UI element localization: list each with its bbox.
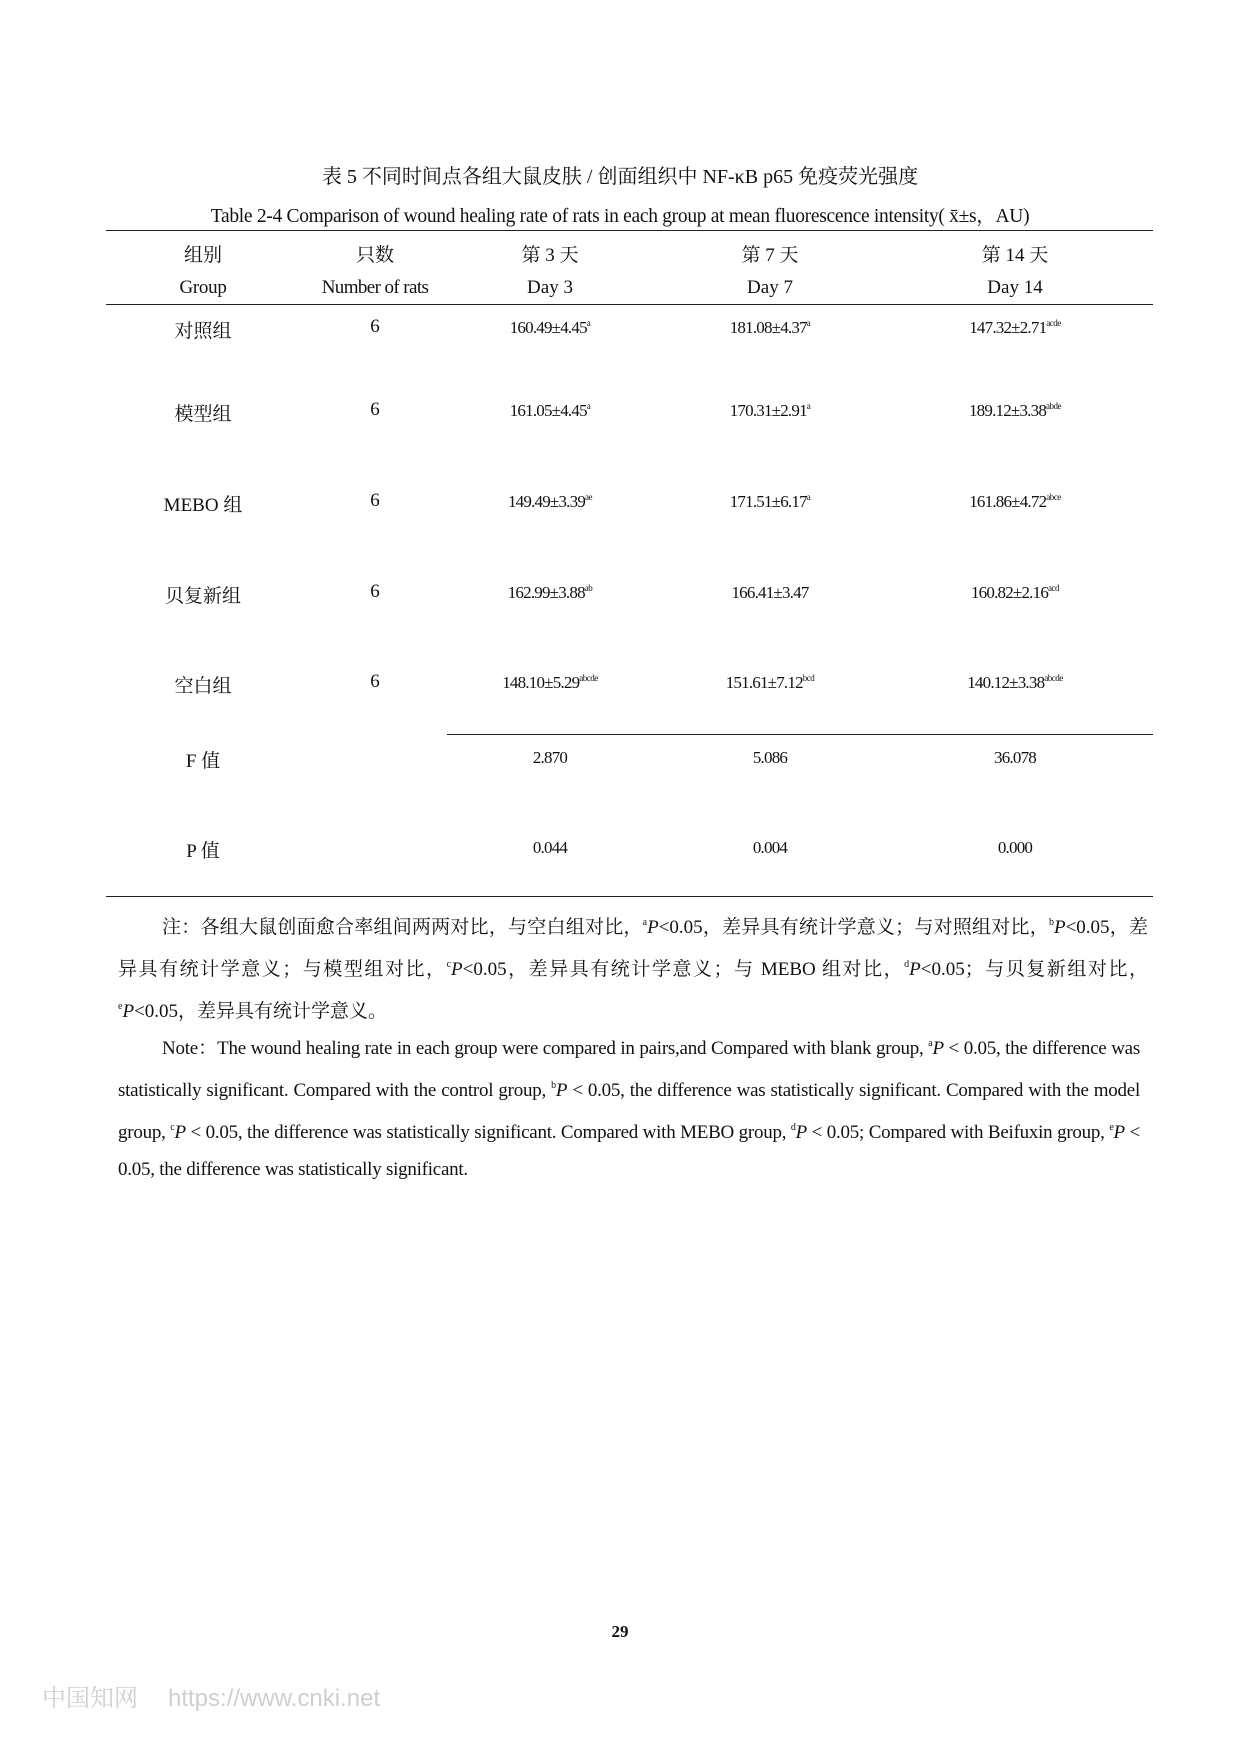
- row-day7: [680, 492, 860, 512]
- header-day7-cn: 第 7 天: [741, 245, 799, 266]
- row-day3: [460, 401, 640, 421]
- row-n: 6: [370, 581, 380, 602]
- row-day14: [925, 673, 1105, 693]
- row-group: 对照组: [174, 321, 232, 342]
- note-en-text: < 0.05, the difference was statistically significant. Compared with MEBO group,: [185, 1122, 791, 1143]
- note-en-p: P: [1113, 1122, 1125, 1143]
- row-day14-sup: acde: [1046, 318, 1061, 328]
- row-day14-value: 160.82±2.16: [970, 583, 1049, 602]
- row-day3-value: 149.49±3.39: [507, 492, 586, 511]
- row-day7-value: 170.31±2.91: [729, 401, 807, 420]
- row-day7-sup: a: [806, 401, 811, 411]
- note-en-text: < 0.05, the difference was statistically significant. Compared with the model group,: [118, 1080, 1140, 1143]
- watermark-brand: 中国知网: [42, 1685, 138, 1712]
- note-cn-sup: c: [446, 959, 452, 970]
- note-cn-p: P: [122, 1001, 135, 1022]
- row-day3-sup: a: [586, 401, 591, 411]
- row-group: 模型组: [174, 404, 232, 425]
- row-day7: [680, 583, 860, 603]
- note-cn-p: P: [451, 959, 463, 980]
- table-title-en: Table 2-4 Comparison of wound healing rate of rats in each group at mean fluorescence intensity( x̄±s，AU): [210, 206, 1030, 227]
- row-n: 6: [370, 490, 380, 511]
- note-en-sup: c: [170, 1122, 175, 1133]
- row-day3-value: 162.99±3.88: [507, 583, 585, 602]
- note-cn-sup: d: [904, 959, 910, 970]
- note-cn-text: 注：各组大鼠创面愈合率组间两两对比，与空白组对比，: [162, 917, 643, 938]
- header-group-en: Group: [179, 277, 227, 298]
- row-n: 6: [370, 671, 380, 692]
- row-day14-sup: abce: [1046, 492, 1061, 502]
- f-value-day3: 2.870: [532, 748, 568, 767]
- note-cn-p: P: [1053, 917, 1066, 938]
- note-cn-sup: b: [1048, 917, 1054, 928]
- stats-separator-rule: [447, 734, 1153, 735]
- header-day7-en: Day 7: [747, 277, 793, 298]
- row-day14-sup: abcde: [1044, 673, 1063, 683]
- p-value-day14: 0.000: [997, 838, 1033, 857]
- row-day7-value: 151.61±7.12: [725, 673, 803, 692]
- row-day7-sup: bcd: [802, 673, 815, 683]
- p-value-day7: 0.004: [752, 838, 788, 857]
- header-n-en: Number of rats: [321, 277, 429, 298]
- row-day7-sup: a: [806, 492, 811, 502]
- row-day14-sup: acd: [1048, 583, 1060, 593]
- note-cn-text: <0.05，差异具有统计学意义；与对照组对比，: [658, 917, 1049, 938]
- note-cn-text: <0.05，差异具有统计学意义；与 MEBO 组对比，: [462, 959, 905, 980]
- row-day3-value: 160.49±4.45: [509, 318, 587, 337]
- row-day14-value: 161.86±4.72: [969, 492, 1047, 511]
- row-day3: [460, 492, 640, 512]
- row-day7-value: 171.51±6.17: [729, 492, 807, 511]
- row-day7-value: 181.08±4.37: [729, 318, 807, 337]
- note-en-p: P: [174, 1122, 186, 1143]
- row-n: 6: [370, 399, 380, 420]
- note-cn-sup: e: [118, 1001, 123, 1012]
- note-cn-sup: a: [642, 917, 648, 928]
- note-en-p: P: [555, 1080, 568, 1101]
- row-day3-value: 148.10±5.29: [502, 673, 580, 692]
- note-en-p: P: [795, 1122, 807, 1143]
- note-cn-text: <0.05；与贝复新组对比，: [920, 959, 1148, 980]
- note-en-text: Note：The wound healing rate in each group were compared in pairs,and Compared with blank group,: [162, 1038, 929, 1059]
- row-day14-sup: abde: [1046, 401, 1062, 411]
- p-value-day3: 0.044: [532, 838, 568, 857]
- row-group: 贝复新组: [164, 586, 241, 607]
- row-day3-sup: abcde: [579, 673, 598, 683]
- f-value-day7: 5.086: [752, 748, 788, 767]
- row-n: 6: [370, 316, 380, 337]
- note-en-text: < 0.05; Compared with Beifuxin group,: [807, 1122, 1110, 1143]
- note-en-p: P: [932, 1038, 944, 1059]
- watermark-url: https://www.cnki.net: [168, 1685, 381, 1712]
- table-header-rule: [106, 304, 1153, 305]
- row-day7-value: 166.41±3.47: [731, 583, 809, 602]
- row-day7-sup: a: [806, 318, 811, 328]
- row-day14-value: 140.12±3.38: [967, 673, 1045, 692]
- f-value-label: F 值: [185, 751, 221, 772]
- header-day3-en: Day 3: [527, 277, 573, 298]
- header-day14-cn: 第 14 天: [981, 245, 1049, 266]
- page-number: 29: [611, 1622, 629, 1641]
- f-value-day14: 36.078: [994, 748, 1036, 767]
- header-day14-en: Day 14: [987, 277, 1043, 298]
- note-en-sup: d: [790, 1122, 796, 1133]
- header-n-cn: 只数: [355, 245, 394, 266]
- note-en-text: < 0.05, the difference was statistically significant. Compared with the control group,: [118, 1038, 1140, 1101]
- table-bottom-rule: [106, 896, 1153, 897]
- table-top-rule: [106, 230, 1153, 231]
- p-value-label: P 值: [186, 841, 220, 862]
- note-cn: [118, 904, 1148, 1030]
- row-day14: [925, 492, 1105, 512]
- row-day14: [925, 318, 1105, 338]
- row-day3-value: 161.05±4.45: [509, 401, 587, 420]
- row-day14-value: 189.12±3.38: [968, 401, 1047, 420]
- header-day3-cn: 第 3 天: [521, 245, 579, 266]
- note-cn-p: P: [647, 917, 659, 938]
- row-day14: [925, 583, 1105, 603]
- header-group-cn: 组别: [183, 245, 222, 266]
- row-day7: [680, 673, 860, 693]
- watermark: [42, 1678, 380, 1713]
- row-group: 空白组: [174, 676, 232, 697]
- row-day14-value: 147.32±2.71: [969, 318, 1047, 337]
- row-day7: [680, 401, 860, 421]
- note-cn-text: <0.05，差异具有统计学意义；与模型组对比，: [118, 917, 1148, 980]
- row-day14: [925, 401, 1105, 421]
- row-day3: [460, 583, 640, 603]
- row-day3: [460, 318, 640, 338]
- note-cn-p: P: [909, 959, 921, 980]
- note-en-sup: a: [928, 1038, 933, 1049]
- row-day3-sup: ae: [585, 492, 593, 502]
- row-day3-sup: a: [586, 318, 591, 328]
- note-en-sup: b: [551, 1080, 556, 1091]
- note-en-text: < 0.05, the difference was statistically significant.: [118, 1122, 1140, 1180]
- row-day3-sup: ab: [584, 583, 593, 593]
- row-day7: [680, 318, 860, 338]
- note-en-sup: e: [1109, 1122, 1114, 1133]
- row-group: MEBO 组: [163, 495, 243, 516]
- note-en: [118, 1025, 1140, 1188]
- table-title-cn: 表 5 不同时间点各组大鼠皮肤 / 创面组织中 NF-κB p65 免疫荧光强度: [321, 166, 919, 188]
- row-day3: [460, 673, 640, 693]
- note-cn-text: <0.05，差异具有统计学意义。: [134, 1001, 388, 1022]
